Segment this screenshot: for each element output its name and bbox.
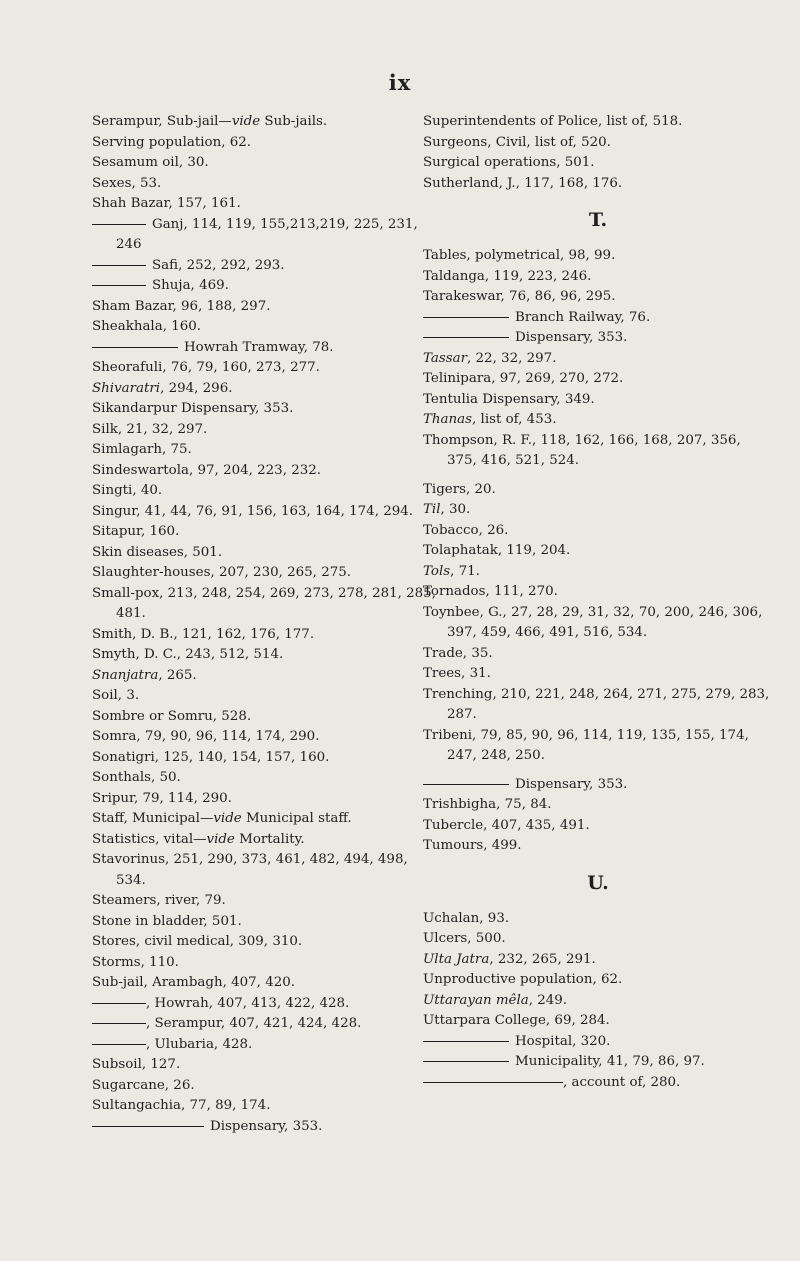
index-entry — [423, 950, 773, 971]
index-entry — [92, 727, 437, 748]
entry-text: Sonthals, 50. — [92, 770, 181, 785]
index-entry — [92, 112, 437, 133]
entry-text: Surgical operations, 501. — [423, 155, 595, 170]
entry-text: Stavorinus, 251, 290, 373, 461, 482, 494, 498, 534. — [92, 852, 408, 888]
index-entry — [423, 500, 773, 521]
index-entry — [92, 748, 437, 769]
entry-text: Soil, 3. — [92, 688, 140, 703]
section-letter-u: U. — [587, 871, 609, 894]
entry-text: Sham Bazar, 96, 188, 297. — [92, 298, 271, 314]
entry-text: Singur, 41, 44, 76, 91, 156, 163, 164, 174, 294. — [92, 503, 414, 519]
index-entry — [92, 768, 437, 789]
ditto-dash — [92, 1023, 146, 1024]
entry-text: Tubercle, 407, 435, 491. — [423, 817, 590, 833]
entry-ref-target: Municipal staff. — [241, 811, 352, 826]
entry-text: Sesamum oil, 30. — [92, 155, 209, 170]
entry-text: Shah Bazar, 157, 161. — [92, 196, 241, 211]
page-number: ix — [388, 70, 412, 95]
entry-text: Skin diseases, 501. — [92, 544, 223, 560]
entry-text: Sultangachia, 77, 89, 174. — [92, 1098, 271, 1113]
entry-text: Subsoil, 127. — [92, 1057, 181, 1072]
entry-text: Tentulia Dispensary, 349. — [423, 391, 595, 407]
entry-text: Ulcers, 500. — [423, 931, 506, 946]
entry-text: Tarakeswar, 76, 86, 96, 295. — [423, 289, 616, 304]
index-entry — [92, 502, 437, 523]
index-entry — [92, 912, 437, 933]
entry-text: Sindeswartola, 97, 204, 223, 232. — [92, 462, 322, 478]
entry-text: Unproductive population, 62. — [423, 972, 623, 987]
entry-text: Smith, D. B., 121, 162, 176, 177. — [92, 626, 315, 642]
entry-italic-head: Uttarayan mêla — [423, 992, 529, 1008]
index-entry — [92, 174, 437, 195]
index-entry — [423, 929, 773, 950]
entry-text: Silk, 21, 32, 297. — [92, 421, 208, 437]
entry-text: Uchalan, 93. — [423, 910, 510, 926]
index-entry — [423, 1011, 773, 1032]
entry-text: Trade, 35. — [423, 645, 493, 661]
index-entry — [423, 349, 773, 370]
entry-text: Serving population, 62. — [92, 134, 252, 150]
entry-text: Tigers, 20. — [423, 481, 496, 497]
entry-ref-target: Sub-jails. — [260, 114, 328, 129]
index-entry — [423, 685, 773, 726]
entry-text: Stone in bladder, 501. — [92, 913, 242, 929]
entry-text: , 22, 32, 297. — [467, 350, 557, 366]
index-entry — [92, 276, 437, 297]
index-entry — [423, 991, 773, 1012]
entry-text: Dispensary, 353. — [515, 330, 628, 345]
entry-text: Taldanga, 119, 223, 246. — [423, 268, 592, 284]
entry-text: Somra, 79, 90, 96, 114, 174, 290. — [92, 729, 320, 744]
entry-text: Sugarcane, 26. — [92, 1077, 195, 1093]
ditto-dash — [423, 1061, 509, 1062]
index-entry — [423, 603, 773, 644]
entry-text: Dispensary, 353. — [515, 776, 628, 792]
ditto-dash — [92, 1044, 146, 1045]
ditto-dash — [92, 347, 178, 348]
index-entry — [423, 410, 773, 431]
index-entry — [92, 1096, 437, 1117]
entry-text: Staff, Municipal— — [92, 811, 214, 826]
entry-text: , Ulubaria, 428. — [146, 1036, 253, 1052]
index-entry — [423, 775, 773, 796]
entry-text: Hospital, 320. — [515, 1033, 611, 1049]
entry-text: , 232, 265, 291. — [489, 951, 596, 967]
index-entry — [423, 521, 773, 542]
index-entry — [92, 1117, 437, 1138]
entry-text: Smyth, D. C., 243, 512, 514. — [92, 647, 284, 662]
entry-text: Tumours, 499. — [423, 838, 522, 853]
index-entry — [423, 287, 773, 308]
entry-text: Trees, 31. — [423, 666, 491, 681]
entry-text: Superintendents of Police, list of, 518. — [423, 114, 683, 129]
entry-text: Trenching, 210, 221, 248, 264, 271, 275, 279, 283, 287. — [423, 686, 770, 722]
entry-text: Statistics, vital— — [92, 831, 207, 847]
index-entry — [423, 308, 773, 329]
entry-text: Tables, polymetrical, 98, 99. — [423, 248, 616, 263]
index-entry — [423, 1073, 773, 1094]
entry-text: , 30. — [440, 502, 471, 517]
entry-text: Tribeni, 79, 85, 90, 96, 114, 119, 135, 155, 174, 247, 248, 250. — [423, 727, 749, 763]
entry-ref-target: Mortality. — [234, 831, 305, 847]
index-entry — [92, 358, 437, 379]
entry-text: Tolaphatak, 119, 204. — [423, 543, 571, 558]
section-letter-t: T. — [588, 209, 608, 231]
entry-text: Trishbigha, 75, 84. — [423, 797, 552, 812]
entry-text: , Howrah, 407, 413, 422, 428. — [146, 995, 350, 1011]
index-entry — [423, 795, 773, 816]
index-entry — [92, 994, 437, 1015]
entry-text: Safi, 252, 292, 293. — [152, 257, 285, 273]
entry-italic-ref: vide — [231, 114, 261, 129]
entry-text: Municipality, 41, 79, 86, 97. — [515, 1054, 705, 1069]
index-entry — [423, 836, 773, 857]
index-entry — [423, 369, 773, 390]
entry-text: Simlagarh, 75. — [92, 442, 192, 457]
index-entry — [92, 317, 437, 338]
index-entry — [92, 297, 437, 318]
entry-text: Howrah Tramway, 78. — [184, 339, 334, 355]
ditto-dash — [423, 337, 509, 338]
entry-text: Thompson, R. F., 118, 162, 166, 168, 207, 356, 375, 416, 521, 524. — [423, 432, 741, 468]
index-entry — [423, 1032, 773, 1053]
index-entry — [92, 809, 437, 830]
index-entry — [92, 953, 437, 974]
index-entry — [423, 664, 773, 685]
entry-text: Steamers, river, 79. — [92, 893, 226, 908]
index-entry — [423, 1052, 773, 1073]
index-entry — [92, 1076, 437, 1097]
entry-text: Tornados, 111, 270. — [423, 584, 558, 599]
entry-italic-head: Til — [423, 502, 441, 517]
index-column-left — [92, 112, 437, 1137]
index-entry — [423, 153, 773, 174]
index-entry — [92, 973, 437, 994]
index-entry — [92, 543, 437, 564]
index-entry — [92, 1035, 437, 1056]
ditto-dash — [423, 784, 509, 785]
index-entry — [423, 174, 773, 195]
entry-text: , 265. — [158, 667, 197, 683]
index-entry — [92, 891, 437, 912]
index-entry — [92, 830, 437, 851]
entry-text: Telinipara, 97, 269, 270, 272. — [423, 371, 624, 386]
entry-text: , Serampur, 407, 421, 424, 428. — [146, 1016, 362, 1031]
entry-italic-ref: vide — [206, 831, 235, 847]
ditto-dash — [92, 285, 146, 286]
entry-text: Singti, 40. — [92, 483, 163, 498]
entry-text: Sombre or Somru, 528. — [92, 708, 252, 724]
ditto-dash — [423, 1041, 509, 1042]
index-entry — [92, 686, 437, 707]
entry-text: Tobacco, 26. — [423, 522, 509, 538]
index-entry — [92, 789, 437, 810]
entry-text: Sripur, 79, 114, 290. — [92, 790, 232, 806]
index-entry — [423, 541, 773, 562]
index-entry — [92, 932, 437, 953]
index-entry — [92, 461, 437, 482]
index-entry — [423, 390, 773, 411]
index-entry — [92, 153, 437, 174]
index-entry — [423, 909, 773, 930]
ditto-dash — [92, 1126, 204, 1127]
entry-text: Uttarpara College, 69, 284. — [423, 1013, 610, 1028]
entry-italic-head: Thanas — [423, 412, 473, 427]
index-entry — [92, 379, 437, 400]
entry-gap — [423, 767, 773, 775]
entry-text: Small-pox, 213, 248, 254, 269, 273, 278, 281, 285, 481. — [92, 585, 436, 621]
index-entry — [92, 481, 437, 502]
entry-text: Sikandarpur Dispensary, 353. — [92, 401, 294, 416]
index-entry — [92, 707, 437, 728]
index-entry — [423, 644, 773, 665]
index-entry — [423, 562, 773, 583]
entry-text: Sonatigri, 125, 140, 154, 157, 160. — [92, 749, 330, 765]
entry-text: Slaughter-houses, 207, 230, 265, 275. — [92, 565, 352, 580]
index-column-right — [423, 112, 773, 1093]
entry-text: Stores, civil medical, 309, 310. — [92, 934, 303, 949]
entry-text: Toynbee, G., 27, 28, 29, 31, 32, 70, 200, 246, 306, 397, 459, 466, 491, 516, 534. — [423, 604, 763, 640]
entry-text: Sutherland, J., 117, 168, 176. — [423, 175, 623, 191]
entry-italic-head: Ulta Jatra — [423, 951, 490, 967]
index-entry — [92, 1014, 437, 1035]
entry-text: Sitapur, 160. — [92, 524, 180, 539]
index-entry — [92, 215, 437, 256]
entry-text: Sheorafuli, 76, 79, 160, 273, 277. — [92, 360, 320, 375]
entry-gap — [423, 472, 773, 480]
index-entry — [92, 522, 437, 543]
ditto-dash — [423, 1082, 563, 1083]
index-entry — [423, 816, 773, 837]
index-entry — [423, 582, 773, 603]
entry-text: Sheakhala, 160. — [92, 319, 202, 334]
index-entry — [92, 625, 437, 646]
index-entry — [92, 194, 437, 215]
index-entry — [423, 328, 773, 349]
entry-text: Serampur, Sub-jail— — [92, 114, 232, 129]
ditto-dash — [92, 224, 146, 225]
entry-text: Sub-jail, Arambagh, 407, 420. — [92, 975, 296, 990]
index-entry — [423, 133, 773, 154]
entry-text: Storms, 110. — [92, 954, 179, 970]
entry-text: Branch Railway, 76. — [515, 309, 651, 325]
index-entry — [92, 666, 437, 687]
entry-italic-head: Shivaratri — [92, 380, 161, 396]
index-entry — [92, 645, 437, 666]
entry-text: , 294, 296. — [160, 380, 233, 396]
index-entry — [423, 267, 773, 288]
index-entry — [92, 133, 437, 154]
entry-italic-ref: vide — [213, 811, 242, 826]
entry-text: Surgeons, Civil, list of, 520. — [423, 134, 611, 150]
index-entry — [92, 850, 437, 891]
entry-text: , 71. — [450, 563, 480, 579]
entry-text: , account of, 280. — [563, 1074, 681, 1090]
entry-italic-head: Snanjatra — [92, 667, 159, 683]
index-entry — [92, 563, 437, 584]
ditto-dash — [92, 1003, 146, 1004]
index-entry — [92, 338, 437, 359]
index-entry — [423, 112, 773, 133]
index-entry — [92, 256, 437, 277]
entry-italic-head: Tassar — [423, 350, 468, 366]
index-entry — [92, 440, 437, 461]
index-entry — [92, 584, 437, 625]
entry-text: Ganj, 114, 119, 155,213,219, 225, 231, 246 — [116, 216, 418, 252]
index-entry — [423, 480, 773, 501]
index-entry — [92, 1055, 437, 1076]
entry-text: , list of, 453. — [472, 412, 557, 427]
index-entry — [92, 420, 437, 441]
ditto-dash — [92, 265, 146, 266]
entry-text: Sexes, 53. — [92, 175, 162, 191]
entry-text: Dispensary, 353. — [210, 1118, 323, 1134]
entry-italic-head: Tols — [423, 563, 451, 579]
ditto-dash — [423, 317, 509, 318]
entry-text: Shuja, 469. — [152, 278, 229, 293]
entry-text: , 249. — [528, 992, 568, 1008]
index-entry — [92, 399, 437, 420]
index-entry — [423, 431, 773, 472]
index-entry — [423, 246, 773, 267]
index-entry — [423, 726, 773, 767]
index-entry — [423, 970, 773, 991]
